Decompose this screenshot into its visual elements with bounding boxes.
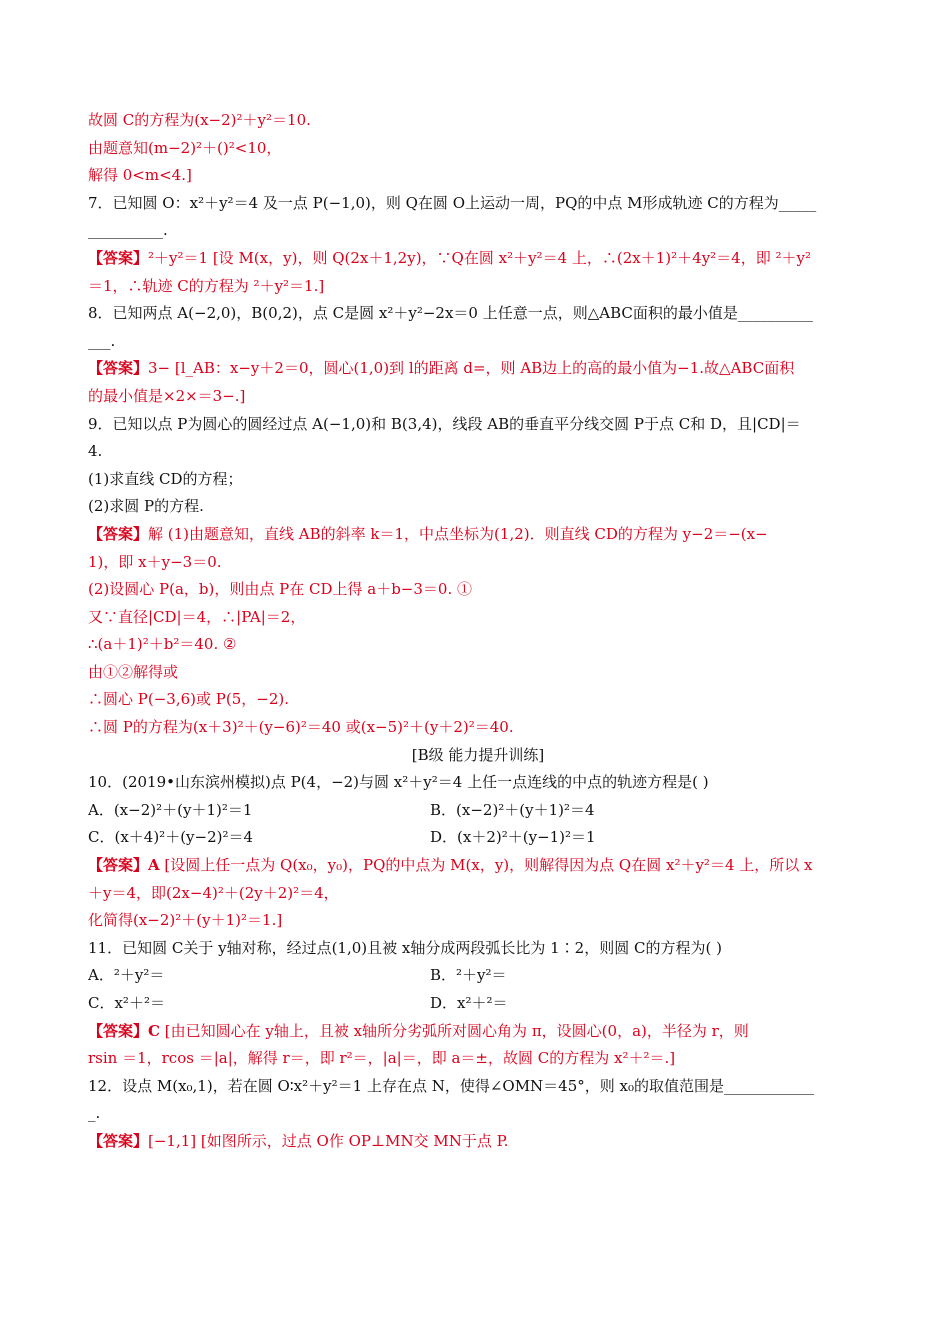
choice-option: C．x²＋²＝ [88, 994, 165, 1012]
answer-text: 的最小值是×2×＝3−.] [88, 386, 246, 405]
text-line [88, 273, 868, 301]
text-line [88, 135, 868, 163]
text-line [88, 1073, 868, 1101]
answer-text: ²＋y²＝1 [设 M(x，y)，则 Q(2x＋1,2y)，∵Q在圆 x²＋y²＝4 上，∴(2x＋1)²＋4y²＝4，即 ²＋y² [148, 248, 811, 267]
answer-label: 【答案】 [88, 248, 149, 267]
answer-text: 又∵直径|CD|＝4，∴|PA|＝2， [88, 607, 306, 626]
text-line [88, 824, 868, 852]
text-line [88, 962, 868, 990]
text-line [88, 411, 868, 439]
answer-label: 【答案】 [88, 1131, 149, 1150]
question-text: 9．已知以点 P为圆心的圆经过点 A(−1,0)和 B(3,4)，线段 AB的垂直平分线交圆 P于点 C和 D，且|CD|＝ [88, 414, 801, 433]
answer-text: [设圆上任一点为 Q(x₀，y₀)，PQ的中点为 M(x，y)，则解得因为点 Q在圆 x²＋y²＝4 上，所以 x [159, 856, 813, 875]
answer-text: ∴圆心 P(−3,6)或 P(5，−2). [88, 690, 289, 709]
text-line [88, 328, 868, 356]
choice-option: D．x²＋²＝ [430, 994, 508, 1012]
answer-label: 【答案】 [88, 359, 149, 378]
choice-option: A．(x−2)²＋(y＋1)²＝1 [88, 800, 253, 819]
question-text: ___. [88, 331, 116, 350]
question-text: 10．(2019•山东滨州模拟)点 P(4，−2)与圆 x²＋y²＝4 上任一点连线的中点的轨迹方程是( ) [88, 773, 709, 792]
text-line [88, 190, 868, 218]
text-line [88, 549, 868, 577]
answer-text: 由题意知(m−2)²＋()²<10， [88, 138, 282, 157]
question-text: _. [88, 1104, 101, 1123]
section-heading: [B级 能力提升训练] [411, 745, 545, 764]
answer-text: ∴(a＋1)²＋b²＝40. ② [88, 635, 237, 654]
answer-text: 解 (1)由题意知，直线 AB的斜率 k＝1，中点坐标为(1,2)．则直线 CD的方程为 y−2＝−(x− [148, 524, 768, 543]
question-text: 7．已知圆 O：x²＋y²＝4 及一点 P(−1,0)，则 Q在圆 O上运动一周，PQ的中点 M形成轨迹 C的方程为_____ [88, 193, 817, 212]
text-line [88, 300, 868, 328]
answer-text: (2)设圆心 P(a，b)，则由点 P在 CD上得 a＋b−3＝0. ① [88, 580, 472, 599]
text-line [88, 742, 868, 770]
question-text: (2)求圆 P的方程. [88, 497, 204, 516]
answer-text: 解得 0<m<4.] [88, 166, 192, 185]
choice-option: D．(x＋2)²＋(y−1)²＝1 [430, 828, 596, 847]
answer-text: 故圆 C的方程为(x−2)²＋y²＝10. [88, 111, 311, 129]
text-line [88, 1045, 868, 1073]
text-line [88, 1128, 868, 1156]
text-line [88, 852, 868, 880]
answer-text: [由已知圆心在 y轴上，且被 x轴所分劣弧所对圆心角为 π，设圆心(0，a)，半径为 r，则 [159, 1021, 749, 1040]
text-line [88, 797, 868, 825]
text-line [88, 217, 868, 245]
answer-label: 【答案】A [88, 856, 160, 875]
text-line [88, 438, 868, 466]
answer-text: 3− [l_AB：x−y＋2＝0，圆心(1,0)到 l的距离 d=，则 AB边上的高的最小值为−1.故△ABC面积 [148, 359, 795, 378]
text-line [88, 880, 868, 908]
choice-option: B．(x−2)²＋(y＋1)²＝4 [430, 800, 595, 819]
text-line [88, 990, 868, 1018]
question-text: 4. [88, 442, 103, 461]
text-line [88, 383, 868, 411]
text-line [88, 935, 868, 963]
text-line [88, 355, 868, 383]
text-line [88, 493, 868, 521]
choice-option: A．²＋y²＝ [88, 966, 165, 985]
text-line [88, 604, 868, 632]
choice-option: C．(x＋4)²＋(y−2)²＝4 [88, 828, 254, 847]
text-line [88, 631, 868, 659]
answer-label: 【答案】 [88, 524, 149, 543]
text-line [88, 714, 868, 742]
answer-text: 化简得(x−2)²＋(y＋1)²＝1.] [88, 911, 283, 930]
text-line [88, 521, 868, 549]
choice-option: B．²＋y²＝ [430, 966, 507, 985]
text-line [88, 659, 868, 687]
text-line [88, 107, 868, 135]
answer-label: 【答案】C [88, 1021, 160, 1040]
text-line [88, 466, 868, 494]
answer-text: 1)，即 x＋y−3＝0. [88, 552, 222, 571]
question-text: 8．已知两点 A(−2,0)，B(0,2)，点 C是圆 x²＋y²−2x＝0 上任意一点，则△ABC面积的最小值是__________ [88, 304, 813, 323]
answer-text: ＝1，∴轨迹 C的方程为 ²＋y²＝1.] [88, 276, 325, 295]
text-line [88, 1018, 868, 1046]
answer-text: [−1,1] [如图所示，过点 O作 OP⊥MN交 MN于点 P. [148, 1131, 509, 1150]
question-text: 11．已知圆 C关于 y轴对称，经过点(1,0)且被 x轴分成两段弧长比为 1∶2，则圆 C的方程为( ) [88, 938, 722, 957]
text-line [88, 769, 868, 797]
text-line [88, 576, 868, 604]
answer-text: rsin ＝1，rcos ＝|a|，解得 r＝，即 r²＝，|a|＝，即 a＝±，故圆 C的方程为 x²＋²＝.] [88, 1049, 676, 1068]
question-text: (1)求直线 CD的方程； [88, 469, 243, 488]
text-line [88, 1100, 868, 1128]
text-line [88, 162, 868, 190]
answer-text: ∴圆 P的方程为(x＋3)²＋(y−6)²＝40 或(x−5)²＋(y＋2)²＝40. [88, 718, 514, 737]
answer-text: ＋y＝4，即(2x−4)²＋(2y＋2)²＝4， [88, 883, 339, 902]
question-text: __________. [88, 221, 168, 240]
text-line [88, 907, 868, 935]
answer-text: 由①②解得或 [88, 662, 179, 681]
text-line [88, 686, 868, 714]
document-body [88, 107, 868, 1156]
text-line [88, 245, 868, 273]
question-text: 12．设点 M(x₀,1)，若在圆 O∶x²＋y²＝1 上存在点 N，使得∠OMN＝45°，则 x₀的取值范围是____________ [88, 1076, 815, 1095]
